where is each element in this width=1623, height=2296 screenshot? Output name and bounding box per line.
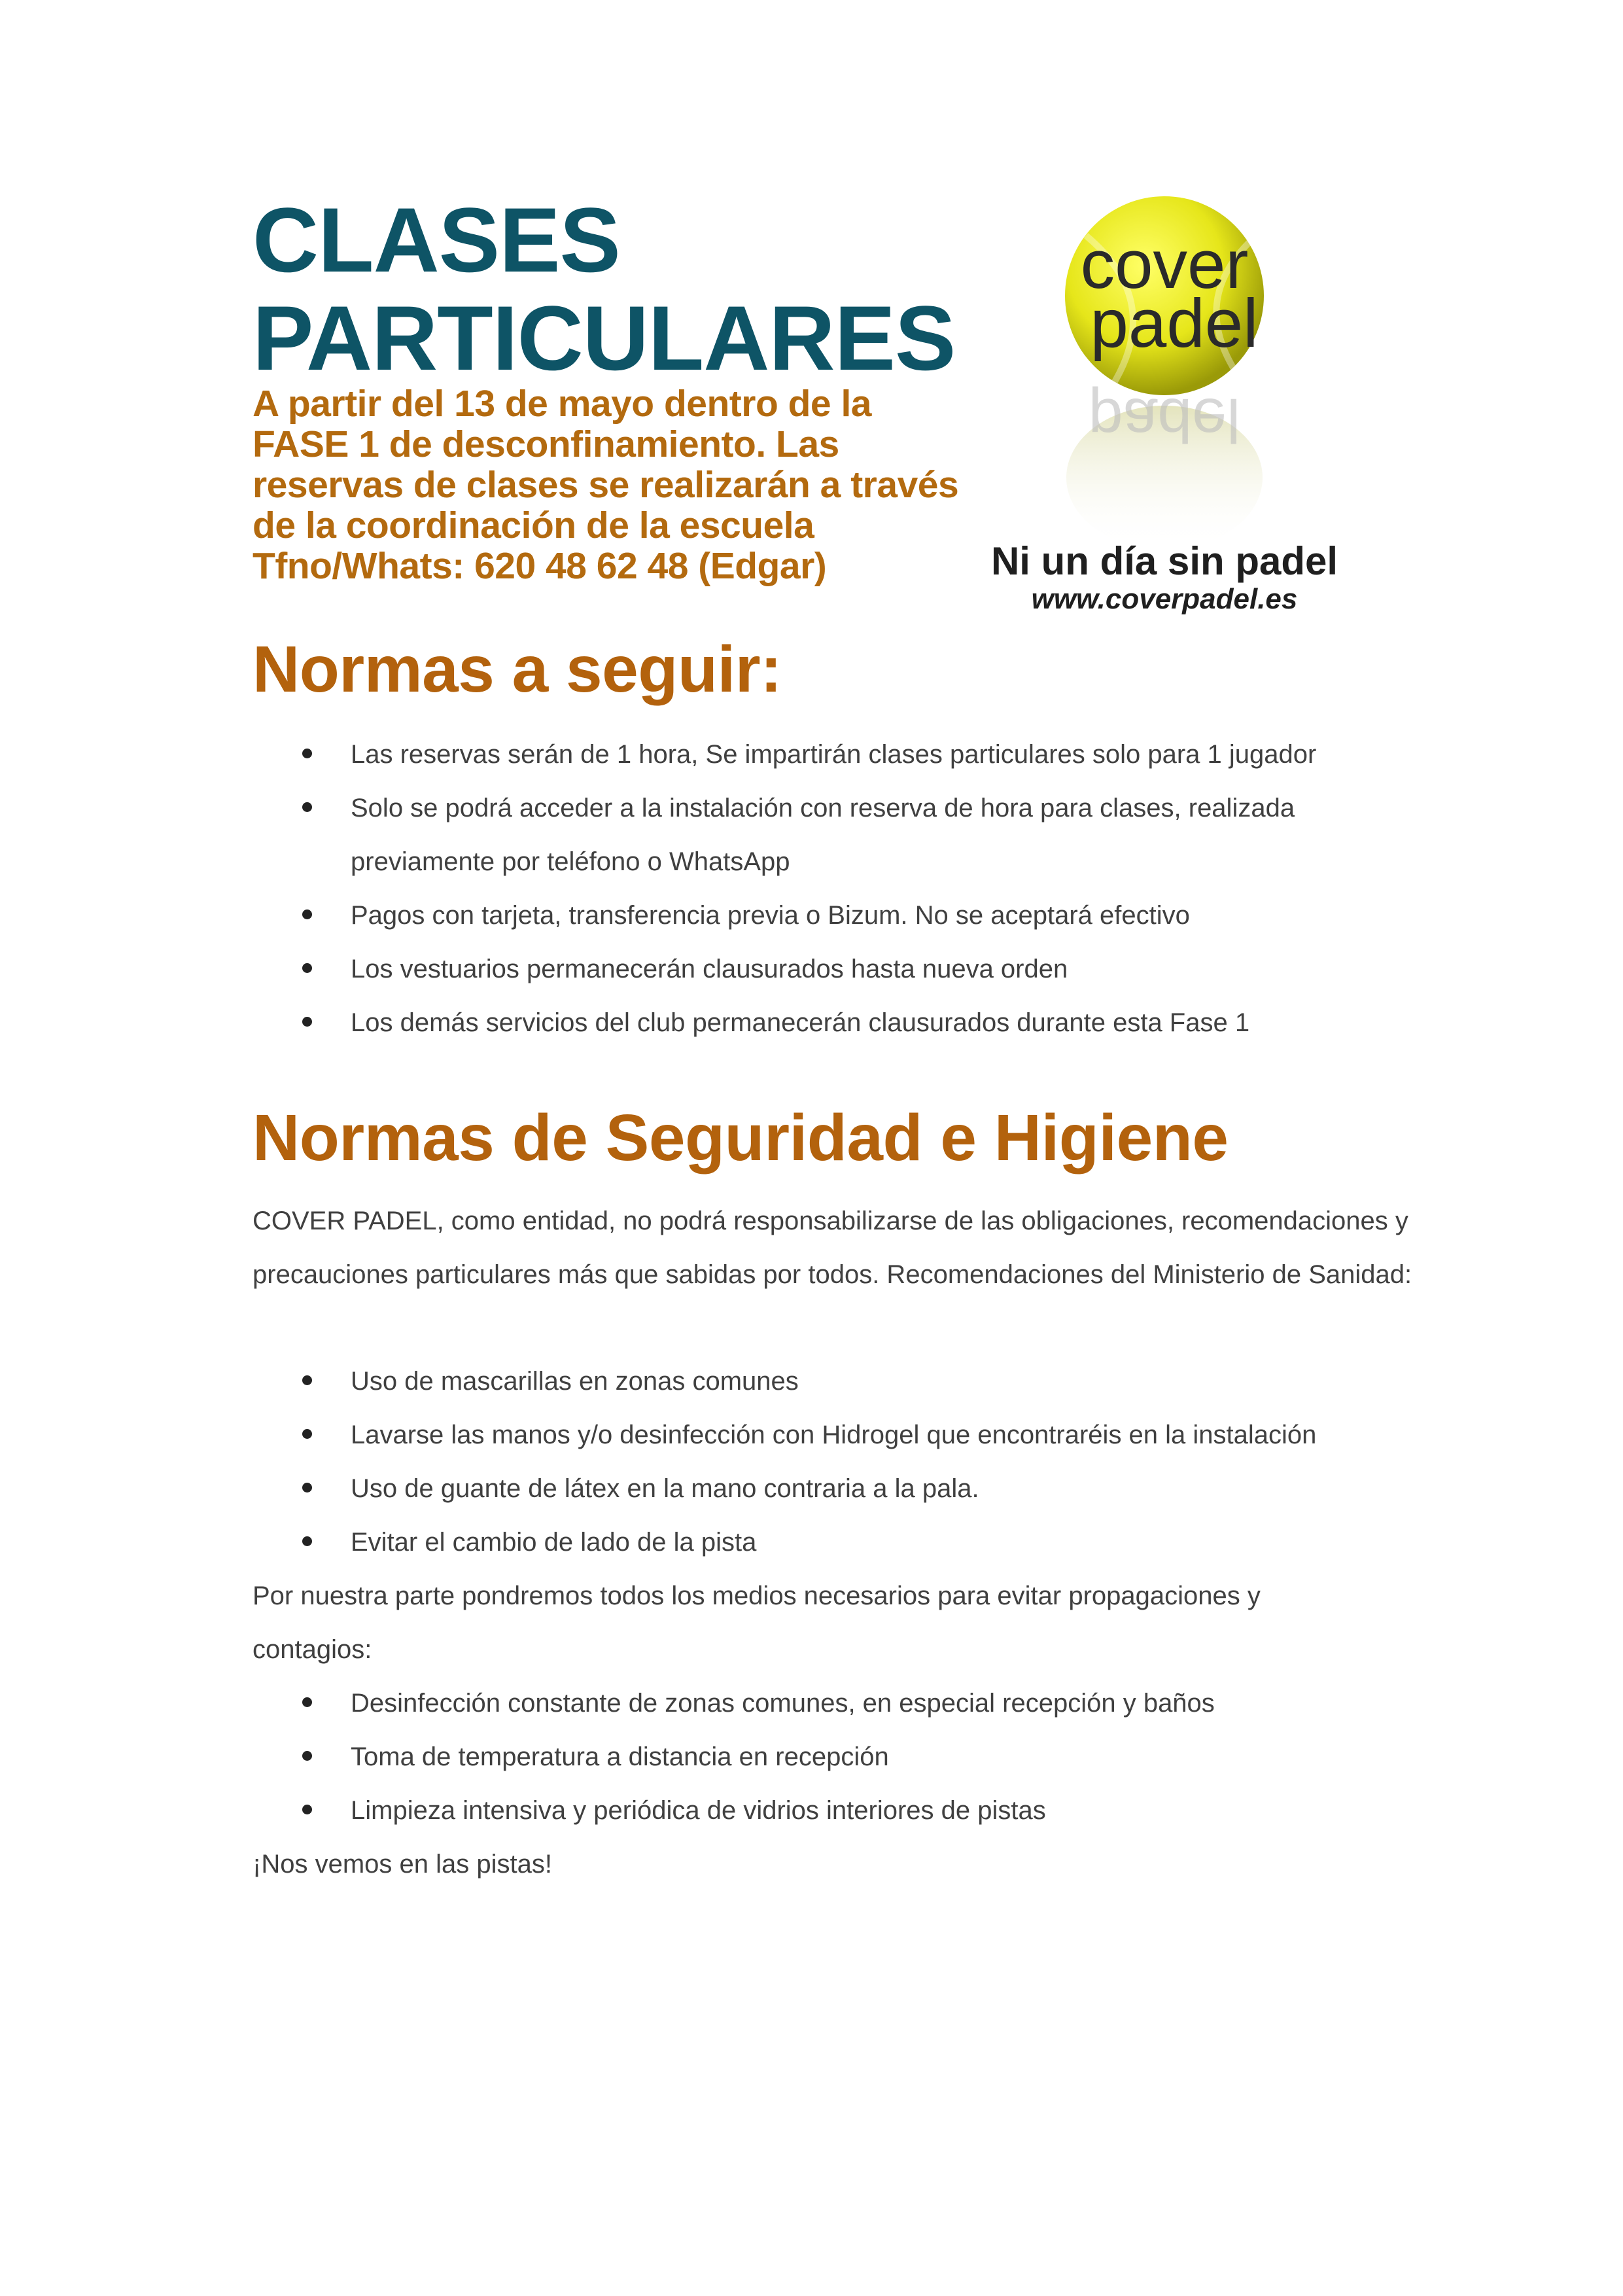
list-item: Toma de temperatura a distancia en recepción <box>253 1730 1404 1784</box>
page-title <box>253 188 956 389</box>
list-item: Solo se podrá acceder a la instalación con reserva de hora para clases, realizada previamente por teléfono o WhatsApp <box>253 781 1404 889</box>
list-item: Limpieza intensiva y periódica de vidrios interiores de pistas <box>253 1784 1404 1837</box>
seguridad-list <box>253 1354 1404 1569</box>
list-item: Los demás servicios del club permanecerán clausurados durante esta Fase 1 <box>253 996 1404 1050</box>
logo-reflection-text: padel <box>1088 385 1241 455</box>
intro-text <box>253 383 972 586</box>
list-item: Uso de mascarillas en zonas comunes <box>253 1354 1404 1408</box>
seguridad-intro: COVER PADEL, como entidad, no podrá responsabilizarse de las obligaciones, recomendaciones y precauciones particulares más que sabidas por todos. Recomendaciones del Ministerio de Sanidad: <box>253 1207 1412 1289</box>
normas-list <box>253 728 1404 1050</box>
tennis-ball-logo-icon <box>949 190 1393 635</box>
logo-url: www.coverpadel.es <box>1031 583 1298 615</box>
list-item: Desinfección constante de zonas comunes, en especial recepción y baños <box>253 1676 1404 1730</box>
title-line-1: CLASES <box>253 188 620 291</box>
intro-line: FASE 1 de desconfinamiento. Las <box>253 423 839 465</box>
title-line-2: PARTICULARES <box>253 287 956 389</box>
list-item: Los vestuarios permanecerán clausurados hasta nueva orden <box>253 942 1404 996</box>
closing-text: ¡Nos vemos en las pistas! <box>253 1850 552 1879</box>
intro-line-phone: Tfno/Whats: 620 48 62 48 (Edgar) <box>253 545 827 587</box>
list-item: Lavarse las manos y/o desinfección con Hidrogel que encontraréis en la instalación <box>253 1408 1404 1462</box>
cover-padel-logo <box>949 190 1393 635</box>
seguridad-heading: Normas de Seguridad e Higiene <box>253 1101 1229 1174</box>
seguridad-middle: Por nuestra parte pondremos todos los medios necesarios para evitar propagaciones y contagios: <box>253 1581 1261 1664</box>
medidas-list <box>253 1676 1404 1837</box>
intro-line: A partir del 13 de mayo dentro de la <box>253 383 871 425</box>
intro-line: de la coordinación de la escuela <box>253 504 814 546</box>
logo-slogan: Ni un día sin padel <box>990 539 1338 583</box>
intro-line: reservas de clases se realizarán a través <box>253 464 959 506</box>
list-item: Evitar el cambio de lado de la pista <box>253 1515 1404 1569</box>
list-item: Las reservas serán de 1 hora, Se impartirán clases particulares solo para 1 jugador <box>253 728 1404 781</box>
list-item: Pagos con tarjeta, transferencia previa o Bizum. No se aceptará efectivo <box>253 889 1404 942</box>
normas-heading: Normas a seguir: <box>253 633 782 706</box>
logo-brand-line2: padel <box>1090 285 1259 362</box>
logo-brand-line1: cover <box>1080 226 1249 303</box>
list-item: Uso de guante de látex en la mano contraria a la pala. <box>253 1462 1404 1515</box>
